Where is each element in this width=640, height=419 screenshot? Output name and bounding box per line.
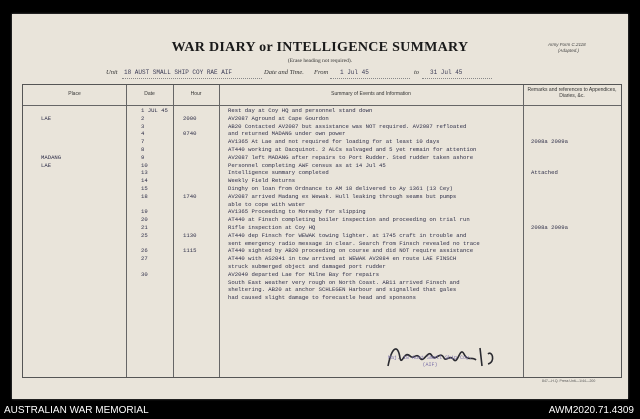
summary-cell: had caused slight damage to forecastle head and sponsons — [228, 294, 416, 302]
hour-cell: 1740 — [183, 192, 197, 200]
column-header-place: Place — [68, 91, 81, 97]
date-cell: 13 — [141, 169, 148, 177]
column-header-summary: Summary of Events and Information — [331, 91, 411, 97]
archive-reference: AWM2020.71.4309 — [548, 405, 634, 416]
date-cell: 3 — [141, 122, 145, 130]
summary-cell: AV1365 At Lae and not required for loading for at least 10 days — [228, 138, 440, 146]
date-cell: 2 — [141, 114, 145, 122]
date-cell: 19 — [141, 208, 148, 216]
diary-row — [23, 208, 621, 216]
column-header-date: Date — [144, 91, 155, 97]
remarks-cell: 2008a 2009a — [531, 138, 568, 146]
diary-row — [23, 138, 621, 146]
unit-value: 18 AUST SMALL SHIP COY RAE AIF — [124, 69, 233, 76]
diary-row — [23, 279, 621, 287]
summary-cell: AB20 Contacted AV2087 but assistance was NOT required. AV2087 refloated — [228, 122, 467, 130]
diary-row — [23, 107, 621, 115]
to-value: 31 Jul 45 — [430, 69, 463, 76]
stamp-line-2: (AIF) — [422, 362, 438, 368]
date-cell: 15 — [141, 185, 148, 192]
column-header-hour: Hour — [190, 91, 202, 97]
summary-cell: and returned MADANG under own power — [228, 130, 346, 138]
diary-row — [23, 177, 621, 185]
summary-cell: AT440 working at Dacquinot. 2 ALCs salvaged and 5 yet remain for attention — [228, 146, 477, 153]
diary-row — [23, 255, 621, 263]
summary-cell: sent emergency radio message in clear. Search from Finsch revealed no trace — [228, 239, 480, 247]
unit-label: Unit — [106, 69, 118, 76]
hour-cell: 0740 — [183, 130, 197, 138]
date-cell: 4 — [141, 130, 145, 138]
place-cell: LAE — [41, 114, 52, 122]
war-diary-sheet — [12, 14, 628, 399]
date-cell: 14 — [141, 177, 148, 185]
from-label: From — [314, 69, 329, 76]
diary-row — [23, 216, 621, 224]
place-cell: MADANG — [41, 153, 62, 161]
summary-cell: AT440 sighted by AB20 proceeding on course and did NOT require assistance — [228, 247, 474, 255]
summary-cell: AV2087 Aground at Cape Gourdon — [228, 114, 329, 122]
form-number-line-1: Army Form C.2118 — [548, 42, 586, 47]
printer-note: 847—H.Q. Press Unit—1/44—200 — [542, 379, 596, 383]
date-time-label: Date and Time. — [264, 69, 304, 76]
summary-cell: Weekly Field Returns — [228, 177, 296, 185]
summary-cell: AV2087 left MADANG after repairs to Port Rudder. Sted rudder taken ashore — [228, 153, 474, 161]
summary-cell: Rifle inspection at Coy HQ — [228, 224, 316, 231]
summary-cell: AT440 dep Finsch for WEWAK towing lighter. at 1745 craft in trouble and — [228, 231, 467, 239]
summary-cell: struck submerged object and damaged port rudder — [228, 263, 386, 270]
page-title: WAR DIARY or INTELLIGENCE SUMMARY — [171, 40, 469, 55]
date-cell: 9 — [141, 153, 145, 161]
diary-row — [23, 201, 621, 209]
diary-row — [23, 169, 621, 177]
date-cell: 18 — [141, 192, 148, 200]
date-cell: 21 — [141, 224, 148, 231]
date-cell: 20 — [141, 216, 148, 224]
remarks-cell: 2008a 2009a — [531, 224, 568, 231]
hour-cell: 1115 — [183, 247, 197, 255]
summary-cell: AT440 at Finsch completing boiler inspection and proceeding on trial run — [228, 216, 470, 224]
date-cell: 30 — [141, 270, 148, 278]
remarks-cell: Attached — [531, 169, 558, 177]
summary-cell: AV2087 arrived Madang ex Wewak. Hull leaking through seams but pumps — [228, 192, 457, 200]
summary-cell: Dinghy on loan from Ordnance to AM 18 delivered to Ay 1361 (13 Cey) — [228, 185, 453, 192]
to-label: to — [414, 69, 420, 76]
summary-cell: South East weather very rough on North Coast. AB11 arrived Finsch and — [228, 278, 460, 286]
date-cell: 8 — [141, 146, 145, 153]
date-cell: 26 — [141, 247, 148, 255]
archive-credit: AUSTRALIAN WAR MEMORIAL — [4, 405, 149, 416]
diary-row — [23, 232, 621, 240]
summary-cell: AV1365 Proceeding to Moresby for slipping — [228, 208, 366, 216]
place-cell: LAE — [41, 161, 52, 169]
summary-cell: AV2049 departed Lae for Milne Bay for repairs — [228, 270, 380, 278]
from-value: 1 Jul 45 — [340, 69, 369, 76]
diary-row — [23, 146, 621, 154]
diary-row — [23, 162, 621, 170]
date-cell: 1 JUL 45 — [141, 107, 168, 114]
hour-cell: 1130 — [183, 231, 197, 239]
diary-row — [23, 247, 621, 255]
diary-row — [23, 263, 621, 271]
summary-cell: Intelligence summary completed — [228, 169, 329, 177]
summary-cell: able to cope with water — [228, 200, 306, 208]
diary-row — [23, 224, 621, 232]
hour-cell: 2000 — [183, 114, 197, 122]
summary-cell: Personnel completing AWF census as at 14 Jul 45 — [228, 161, 386, 169]
date-cell: 27 — [141, 255, 148, 263]
date-cell: 10 — [141, 161, 148, 169]
diary-row — [23, 193, 621, 201]
column-header-remarks: Remarks and references to Appendices, Diaries, &c. — [527, 87, 617, 99]
summary-cell: AT440 with AS2041 in tow arrived at WEWAK AV2084 en route LAE FINSCH — [228, 255, 457, 263]
diary-row — [23, 154, 621, 162]
diary-row — [23, 271, 621, 279]
diary-row — [23, 115, 621, 123]
page-subtitle: (Erase heading not required). — [287, 58, 353, 64]
date-cell: 7 — [141, 138, 145, 146]
diary-row — [23, 240, 621, 248]
summary-cell: sheltering. AB20 at anchor SCHLEGEN Harbour and signalled that gales — [228, 286, 457, 294]
officer-stamp — [380, 355, 480, 369]
diary-row — [23, 294, 621, 302]
stamp-line-1: Maj. 18 Aust Small Ship Coy. — [387, 355, 472, 361]
diary-row — [23, 185, 621, 193]
date-cell: 25 — [141, 231, 148, 239]
summary-cell: Rest day at Coy HQ and personnel stand down — [228, 107, 373, 114]
form-number-line-2: (Adapted.) — [558, 48, 580, 53]
diary-row — [23, 130, 621, 138]
diary-row — [23, 286, 621, 294]
diary-table — [22, 84, 622, 378]
diary-row — [23, 123, 621, 131]
